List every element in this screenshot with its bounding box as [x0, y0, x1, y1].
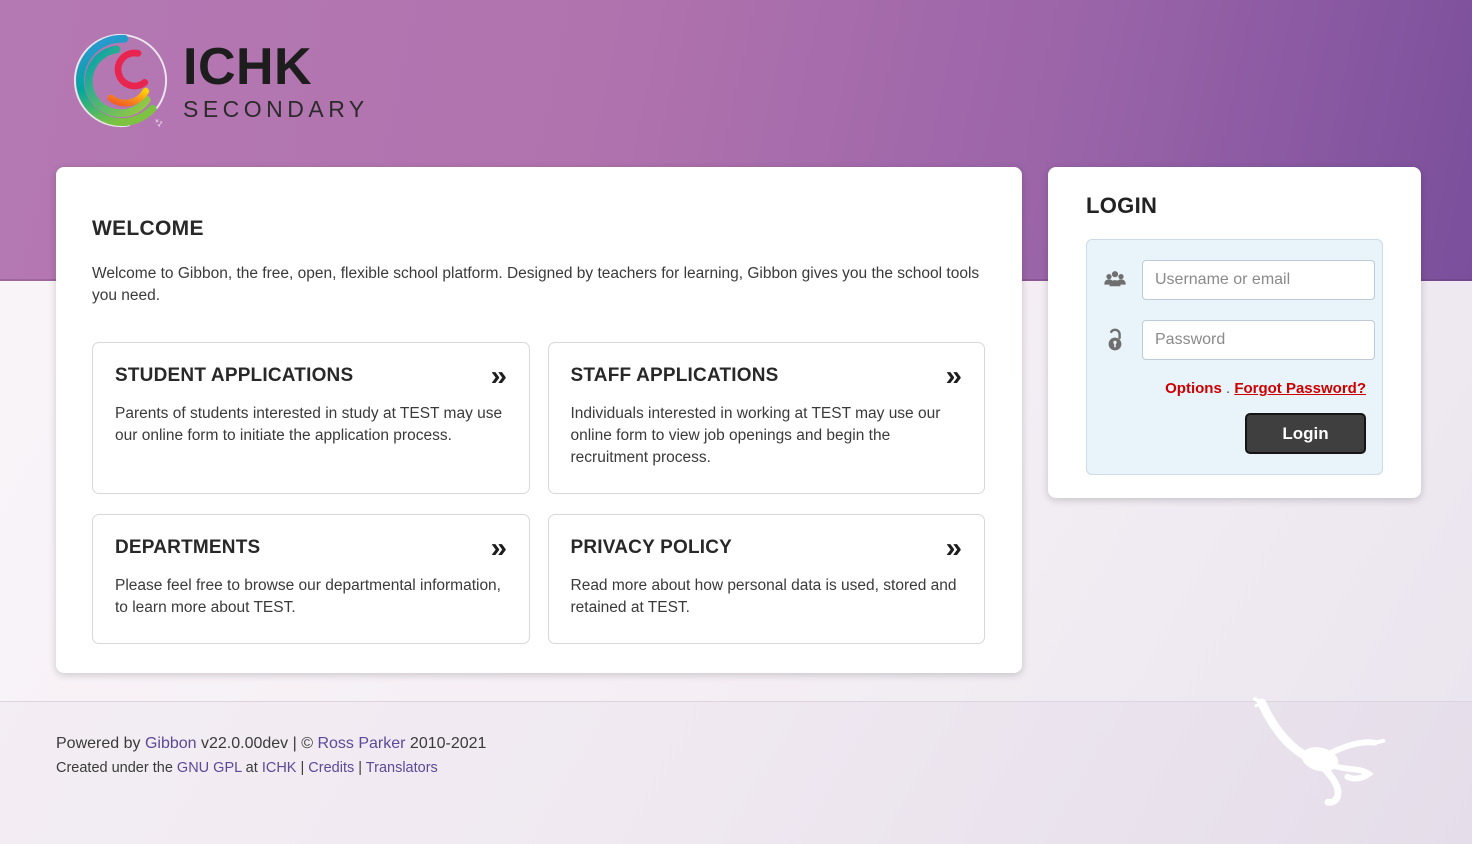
card-body: Please feel free to browse our departmental information, to learn more about TEST. [115, 576, 501, 616]
card-header [115, 532, 507, 564]
card-body: Read more about how personal data is used, stored and retained at TEST. [570, 576, 957, 616]
welcome-card [56, 167, 1022, 673]
ichk-link[interactable]: ICHK [261, 760, 297, 776]
card-body: Individuals interested in working at TEST may use our online form to view job openings and begin the recruitment process. [570, 404, 941, 466]
brand-name: ICHK [183, 38, 313, 97]
double-chevron-right-icon[interactable]: » [946, 360, 963, 392]
card-title: DEPARTMENTS [115, 536, 261, 558]
gibbon-mascot-graphic [1250, 697, 1400, 814]
welcome-body: Welcome to Gibbon, the free, open, flexible school platform. Designed by teachers for learning, Gibbon gives you the school tools you need. [92, 265, 980, 305]
gibbon-link[interactable]: Gibbon [144, 735, 197, 752]
forgot-password-link[interactable]: Forgot Password? [1234, 380, 1366, 397]
password-input[interactable] [1142, 320, 1375, 360]
username-input[interactable] [1142, 260, 1375, 300]
card-title: STUDENT APPLICATIONS [115, 364, 354, 386]
login-card [1048, 167, 1421, 498]
school-logo-icon [72, 32, 169, 134]
footer-text: v22.0.00dev | © [196, 735, 318, 752]
welcome-title: WELCOME [92, 217, 204, 240]
password-row [1087, 320, 1368, 360]
footer-text: Powered by [56, 735, 145, 752]
footer-text: Created under the [56, 760, 177, 776]
card-privacy-policy[interactable] [548, 514, 986, 644]
card-staff-applications[interactable] [548, 342, 986, 494]
footer-text: at [241, 760, 262, 776]
brand-subtitle: SECONDARY [183, 95, 369, 122]
card-title: STAFF APPLICATIONS [570, 364, 779, 386]
footer-text: | [296, 760, 309, 776]
card-title: PRIVACY POLICY [570, 536, 733, 558]
credits-link[interactable]: Credits [308, 760, 355, 776]
card-header [570, 532, 963, 564]
login-title: LOGIN [1086, 193, 1158, 218]
card-body: Parents of students interested in study at TEST may use our online form to initiate the application process. [115, 404, 503, 444]
card-header [115, 360, 507, 392]
footer-text: 2010-2021 [405, 735, 487, 752]
double-chevron-right-icon[interactable]: » [946, 532, 963, 564]
login-form [1086, 239, 1383, 475]
gnu-gpl-link[interactable]: GNU GPL [176, 760, 242, 776]
users-icon [1087, 268, 1142, 292]
ross-parker-link[interactable]: Ross Parker [317, 735, 406, 752]
svg-text:+1: +1 [152, 116, 165, 129]
username-row [1087, 260, 1368, 300]
login-links [1087, 380, 1366, 397]
double-chevron-right-icon[interactable]: » [490, 360, 507, 392]
unlock-icon [1087, 327, 1142, 353]
school-logo-link[interactable] [72, 32, 369, 134]
translators-link[interactable]: Translators [365, 760, 438, 776]
card-student-applications[interactable] [92, 342, 530, 494]
card-departments[interactable] [92, 514, 530, 644]
brand-text [183, 38, 369, 122]
quick-links-grid [92, 342, 985, 644]
double-chevron-right-icon[interactable]: » [490, 532, 507, 564]
footer-text: | [354, 760, 366, 776]
login-button[interactable]: Login [1245, 413, 1366, 454]
options-link[interactable]: Options [1165, 380, 1222, 397]
card-header [570, 360, 963, 392]
links-separator: . [1221, 380, 1235, 397]
